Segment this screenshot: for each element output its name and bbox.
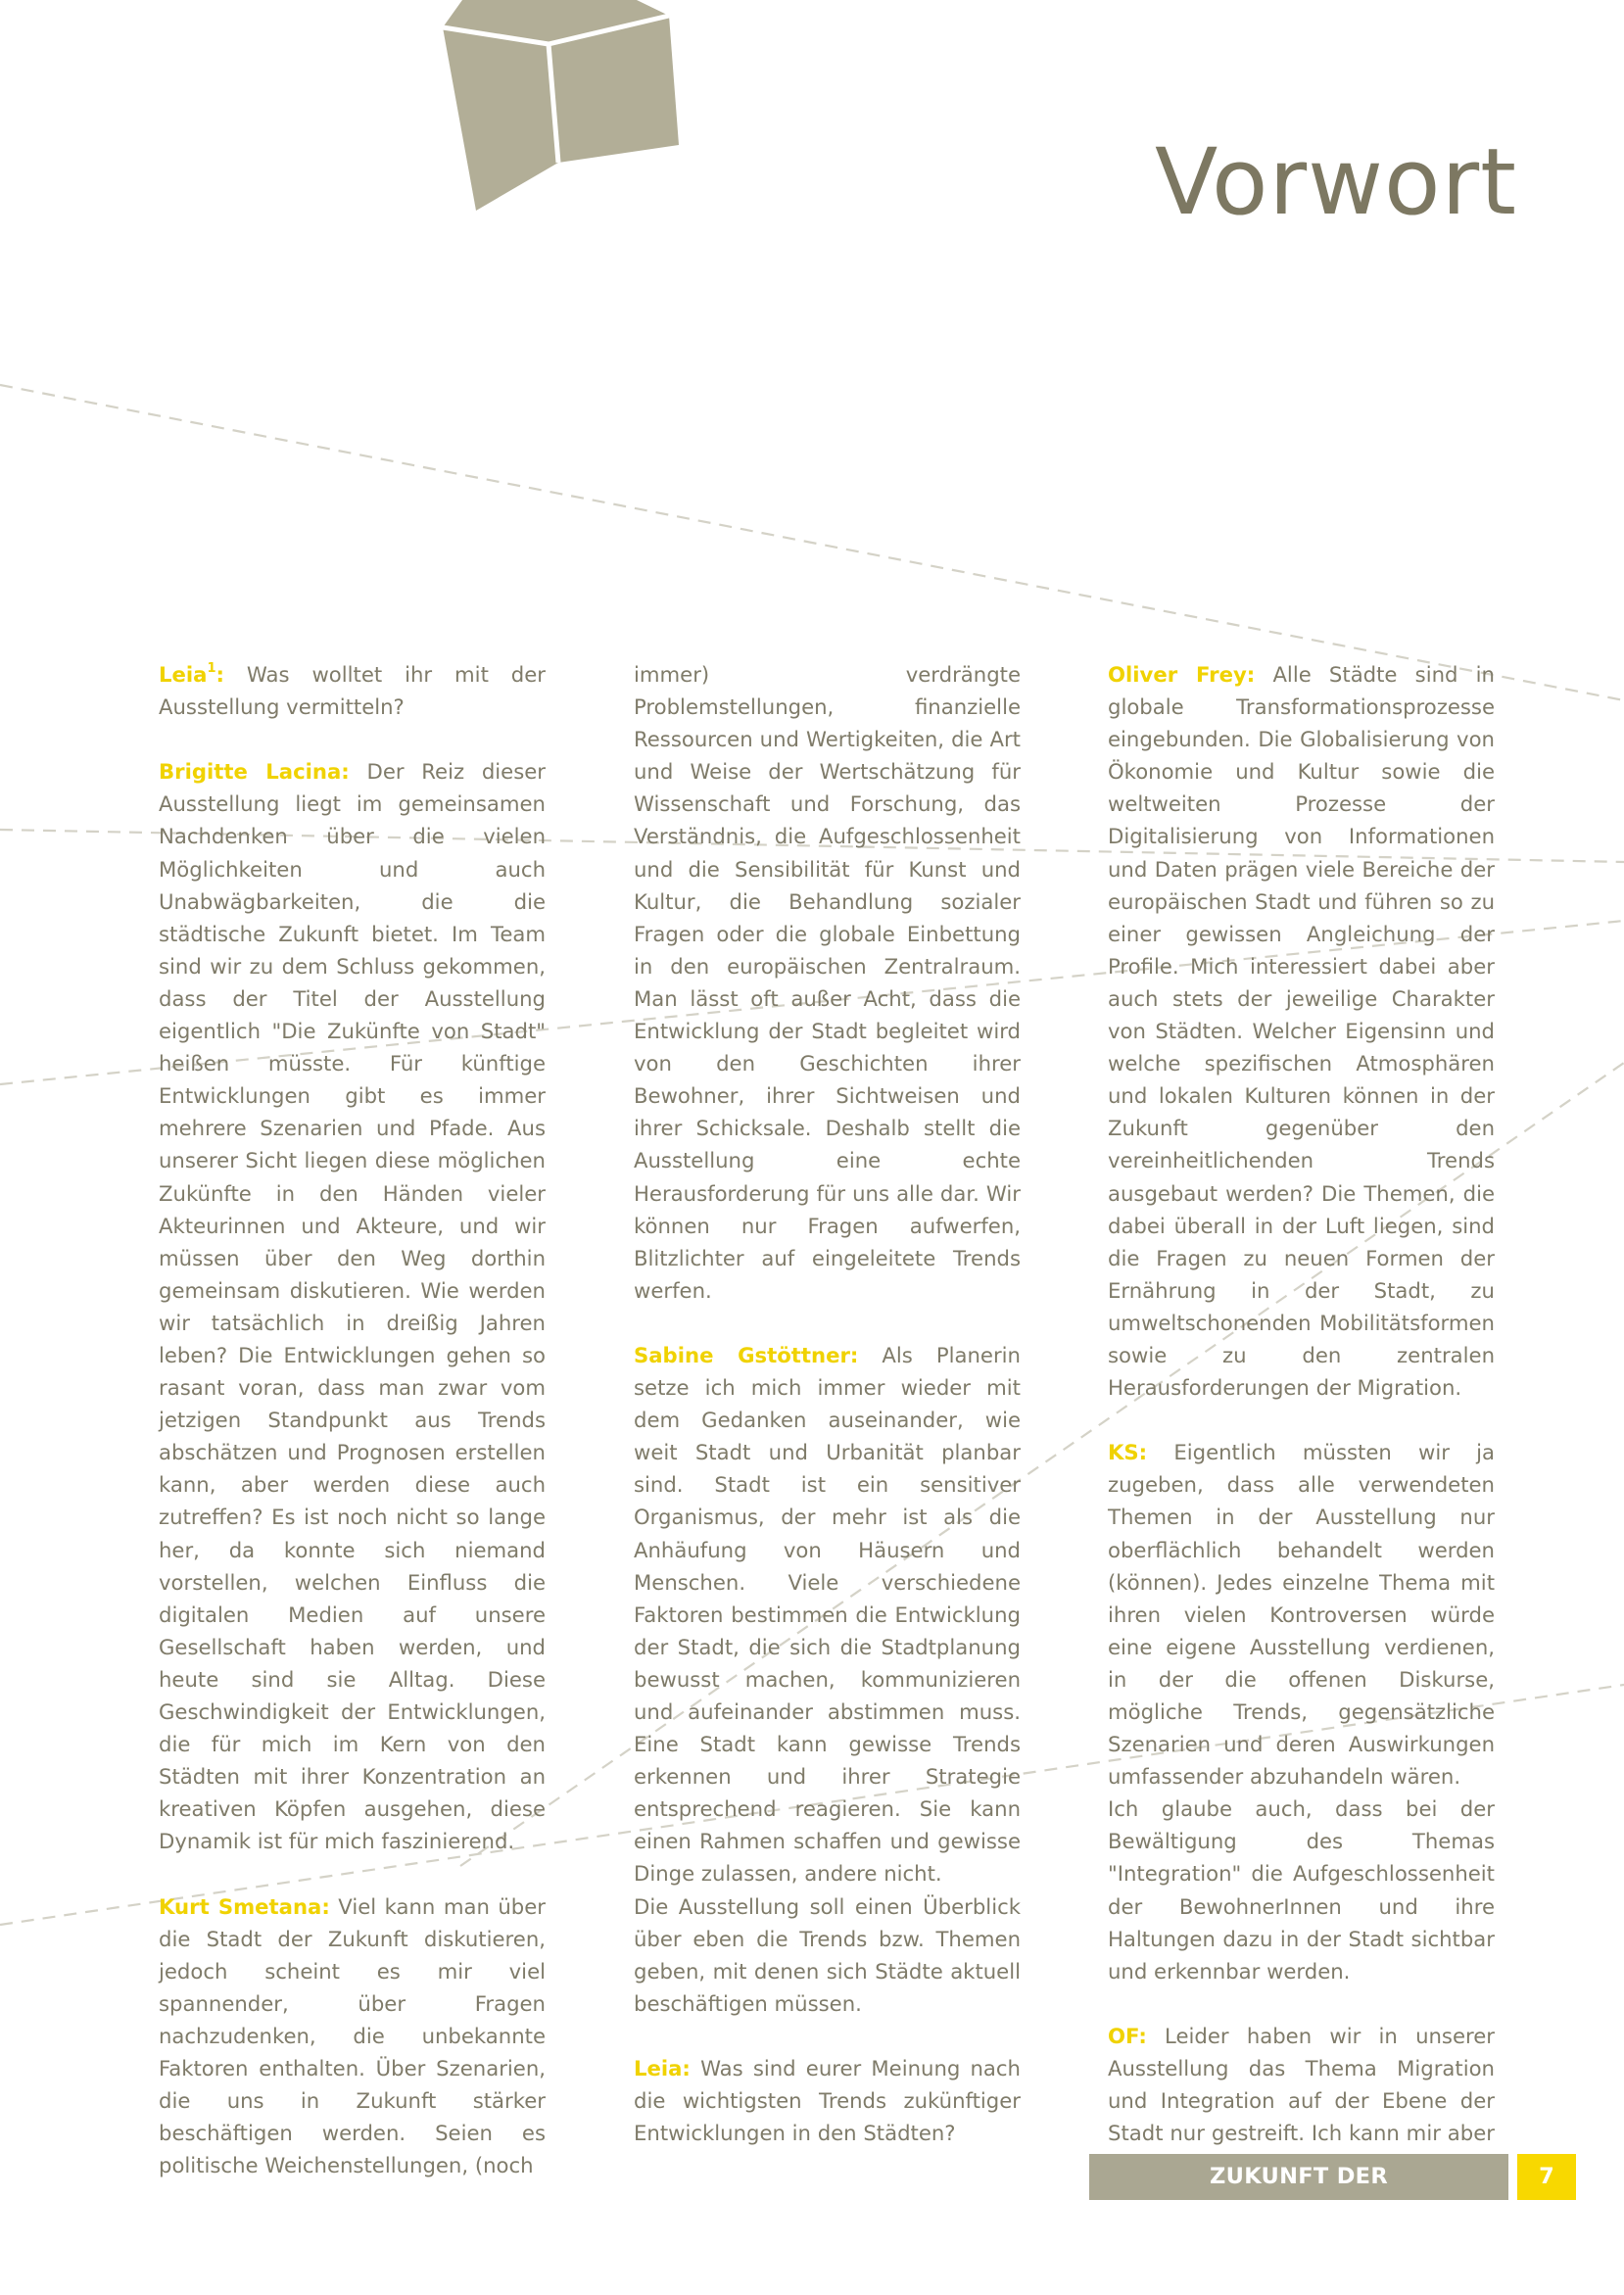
interview-paragraph (159, 658, 546, 723)
speaker-label: KS: (1108, 1440, 1148, 1465)
interview-paragraph (159, 755, 546, 1857)
interview-paragraph (634, 1339, 1021, 1890)
paragraph-text: Als Planerin setze ich mich immer wieder mit dem Gedanken auseinander, wie weit Stadt und Urbanität planbar sind. Stadt ist ein sensitiver Organismus, der mehr ist als die Anhäufung von Häusern und Menschen. Viele verschiedene Faktoren bestimmen die Entwicklung der Stadt, die sich die Stadtplanung bewusst machen, kommunizieren und aufeinander abstimmen muss. Eine Stadt kann gewisse Trends erkennen und ihrer Strategie entsprechend reagieren. Sie kann einen Rahmen schaffen und gewisse Dinge zulassen, andere nicht. (634, 1342, 1021, 1887)
interview-paragraph (159, 1890, 546, 2182)
footer-publication-label: ZUKUNFT DER STADTENTWICKLUNG (1089, 2154, 1508, 2200)
paragraph-text: Was wolltet ihr mit der Ausstellung vermitteln? (159, 662, 546, 720)
cube-edge (443, 16, 669, 44)
text-column-1 (159, 658, 546, 2181)
text-column-2 (634, 658, 1021, 2149)
paragraph-text: immer) verdrängte Problemstellungen, finanzielle Ressourcen und Wertigkeiten, die Art und Weise der Wertschätzung für Wissenschaft und Forschung, das Verständnis, die Aufgeschlossenheit und die Sensibilität für Kunst und Kultur, die Behandlung sozialer Fragen oder die globale Einbettung in den europäischen Zentralraum. Man lässt oft außer Acht, dass die Entwicklung der Stadt begleitet wird von den Geschichten ihrer Bewohner, ihrer Sichtweisen und ihrer Schicksale. Deshalb stellt die Ausstellung eine echte Herausforderung für uns alle dar. Wir können nur Fragen aufwerfen, Blitzlichter auf eingeleitete Trends werfen. (634, 662, 1021, 1303)
speaker-name (634, 2056, 691, 2080)
cube-face-left (443, 27, 558, 211)
interview-paragraph (1108, 1793, 1495, 1987)
speaker-label: Leia (159, 662, 208, 687)
speaker-name (159, 759, 350, 784)
paragraph-text: Was sind eurer Meinung nach die wichtigsten Trends zukünftiger Entwicklungen in den Städten? (634, 2056, 1021, 2146)
cube-icon (443, 0, 679, 211)
speaker-name: Leia$^1$: (159, 660, 224, 687)
speaker-name (159, 1894, 330, 1919)
interview-paragraph (1108, 658, 1495, 1404)
paragraph-text: Ich glaube auch, dass bei der Bewältigung des Themas "Integration" die Aufgeschlossenheit der BewohnerInnen und ihre Haltungen dazu in der Stadt sichtbar und erkennbar werden. (1108, 1796, 1495, 1984)
speaker-name (1108, 2024, 1147, 2048)
speaker-name (634, 1343, 858, 1367)
paragraph-text: Alle Städte sind in globale Transformationsprozesse eingebunden. Die Globalisierung von Ökonomie und Kultur sowie die weltweiten Prozesse der Digitalisierung von Informationen und Daten prägen viele Bereiche der europäischen Stadt und führen so zu einer gewissen Angleichung der Profile. Mich interessiert dabei aber auch stets der jeweilige Charakter von Städten. Welcher Eigensinn und welche spezifischen Atmosphären und lokalen Kulturen können in der Zukunft gegenüber den vereinheitlichenden Trends ausgebaut werden? Die Themen, die dabei überall in der Luft liegen, sind die Fragen zu neuen Formen der Ernährung in der Stadt, zu umweltschonenden Mobilitätsformen sowie zu den zentralen Herausforderungen der Migration. (1108, 662, 1495, 1401)
speaker-label: Kurt Smetana: (159, 1893, 330, 1919)
interview-paragraph (634, 1890, 1021, 2020)
footer-page-number: 7 (1517, 2154, 1576, 2200)
paragraph-text: Viel kann man über die Stadt der Zukunft diskutieren, jedoch scheint es mir viel spannender, über Fragen nachzudenken, die unbekannte Faktoren enthalten. Über Szenarien, die uns in Zukunft stärker beschäftigen werden. Seien es politische Weichenstellungen, (noch (159, 1893, 546, 2178)
speaker-name (1108, 662, 1255, 687)
cube-face-top (443, 0, 669, 44)
footnote-marker: 1 (207, 660, 216, 676)
paragraph-text: Leider haben wir in unserer Ausstellung das Thema Migration und Integration auf der Ebene der Stadt nur gestreift. Ich kann mir aber (1108, 2023, 1495, 2146)
paragraph-text: Eigentlich müssten wir ja zugeben, dass alle verwendeten Themen in der Ausstellung nur oberflächlich behandelt werden (können). Jedes einzelne Thema mit ihren vielen Kontroversen würde eine eigene Ausstellung verdienen, in der die offenen Diskurse, mögliche Trends, gegensätzliche Szenarien und deren Auswirkungen umfassender abzuhandeln wären. (1108, 1440, 1495, 1790)
paragraph-text: Der Reiz dieser Ausstellung liegt im gemeinsamen Nachdenken über die vielen Möglichkeiten und auch Unabwägbarkeiten, die die städtische Zukunft bietet. Im Team sind wir zu dem Schluss gekommen, dass der Titel der Ausstellung eigentlich "Die Zukünfte von Stadt" heißen müsste. Für künftige Entwicklungen gibt es immer mehrere Szenarien und Pfade. Aus unserer Sicht liegen diese möglichen Zukünfte in den Händen vieler Akteurinnen und Akteure, und wir müssen über den Weg dorthin gemeinsam diskutieren. Wie werden wir tatsächlich in dreißig Jahren leben? Die Entwicklungen gehen so rasant voran, dass man zwar vom jetzigen Standpunkt aus Trends abschätzen und Prognosen erstellen kann, aber werden diese auch zutreffen? Es ist noch nicht so lange her, da konnte sich niemand vorstellen, welchen Einfluss die digitalen Medien auf unsere Gesellschaft haben werden, und heute sind sie Alltag. Diese Geschwindigkeit der Entwicklungen, die für mich im Kern von den Städten mit ihrer Konzentration an kreativen Köpfen ausgehen, diese Dynamik ist für mich faszinierend. (159, 759, 546, 1854)
cube-edge (549, 44, 558, 163)
speaker-label: OF: (1108, 2023, 1147, 2048)
speaker-label: Brigitte Lacina: (159, 759, 350, 785)
speaker-label: Leia: (634, 2056, 691, 2081)
speaker-label: Sabine Gstöttner: (634, 1342, 859, 1367)
speaker-name (1108, 1440, 1147, 1464)
paragraph-text: Die Ausstellung soll einen Überblick über eben die Trends bzw. Themen geben, mit denen sich Städte aktuell beschäftigen müssen. (634, 1893, 1021, 2016)
guide-line (0, 385, 1624, 700)
interview-paragraph (1108, 1436, 1495, 1793)
interview-paragraph (634, 2052, 1021, 2149)
interview-paragraph (634, 658, 1021, 1307)
page-title: Vorwort (1154, 129, 1517, 236)
speaker-label: Oliver Frey: (1108, 662, 1256, 687)
text-column-3 (1108, 658, 1495, 2181)
cube-face-right (549, 16, 679, 163)
